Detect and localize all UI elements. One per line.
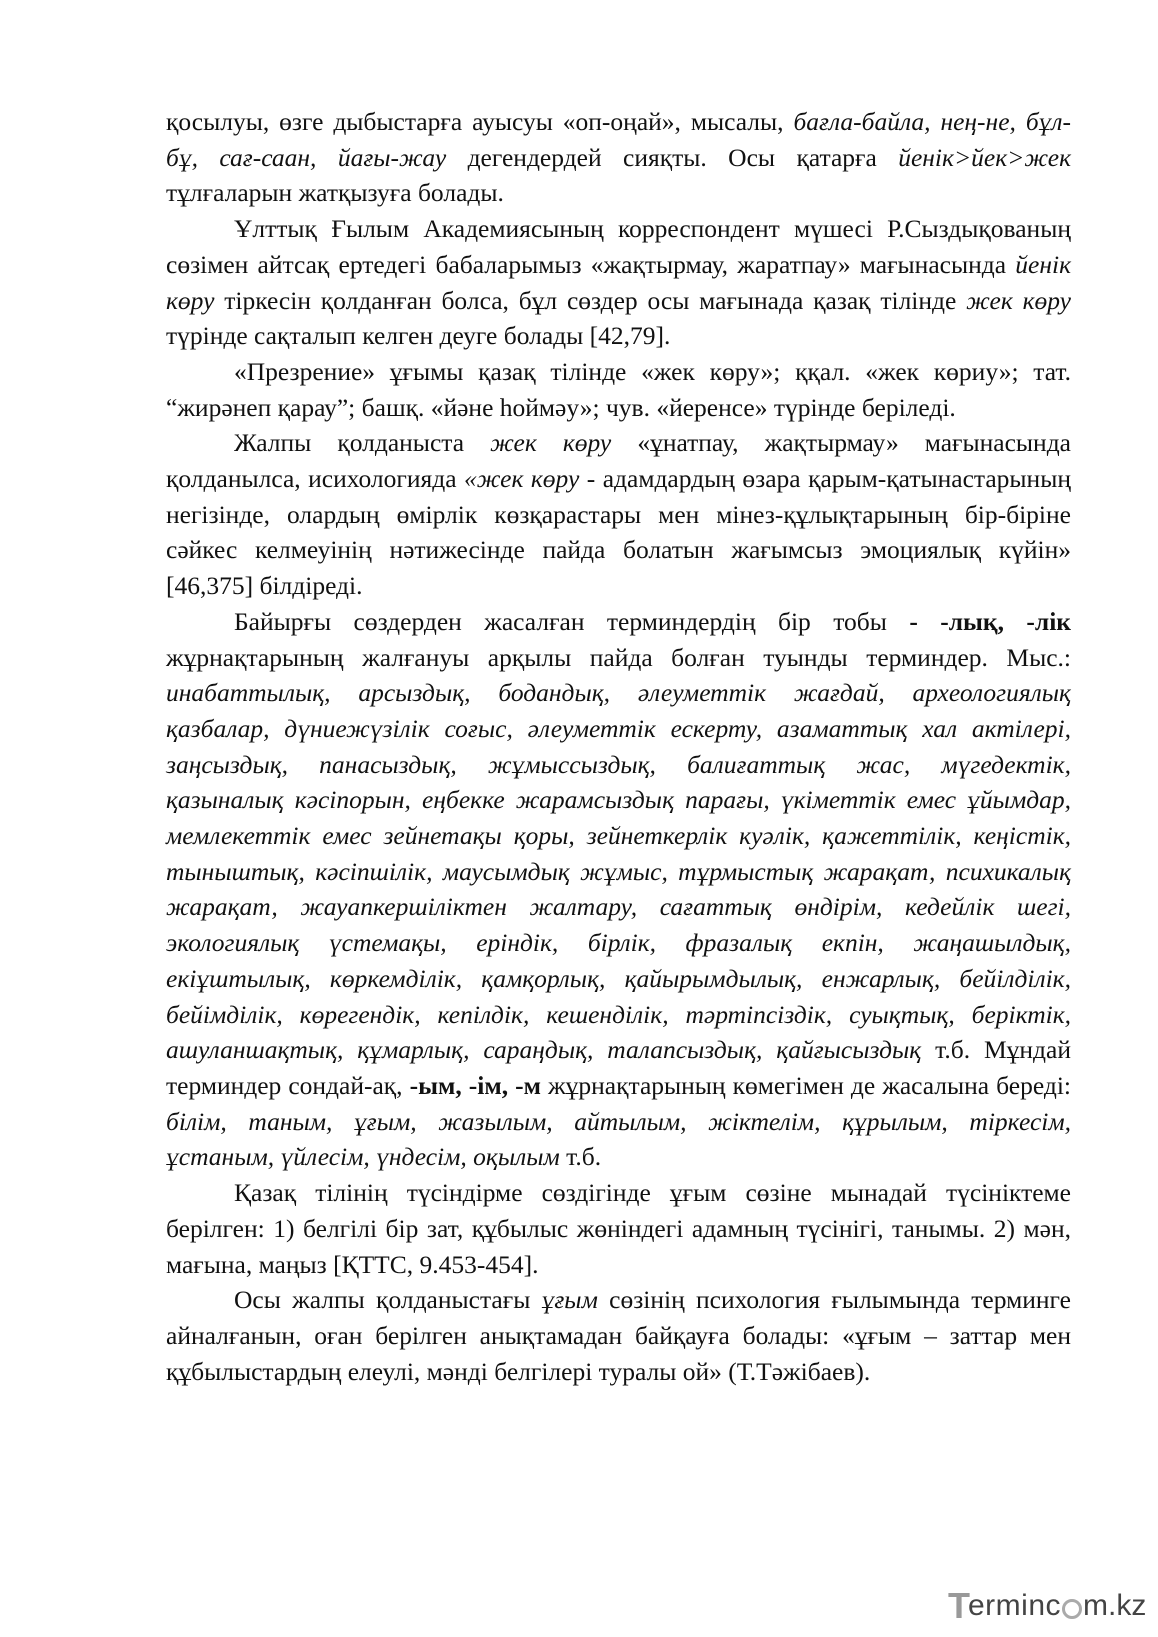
logo-letter-t: T bbox=[948, 1585, 970, 1626]
paragraph bbox=[166, 104, 1071, 211]
text-run: т.б. bbox=[559, 1142, 602, 1172]
text-run: тіркесін қолданған болса, бұл сөздер осы мағынада қазақ тілінде bbox=[214, 285, 967, 315]
text-run: - адамдардың өзара қарым-қатынастарының негізінде, олардың өмірлік көзқарастары мен мінез-құлықтарының бір-біріне сәйкес келмеуінің нәтижесінде пайда болатын жағымсыз эмоциялық күйін» [46,375] білдіреді. bbox=[166, 464, 1071, 601]
logo-ring-icon bbox=[1062, 1599, 1082, 1619]
paragraph bbox=[166, 425, 1071, 604]
text-run: Қазақ тілінің түсіндірме сөздігінде ұғым сөзіне мынадай түсініктеме берілген: 1) белгілі бір зат, құбылыс жөніндегі адамның түсінігі, танымы. 2) мән, мағына, маңыз [ҚТТС, 9.453-454]. bbox=[166, 1178, 1071, 1279]
text-run: Осы жалпы қолданыстағы bbox=[234, 1285, 542, 1315]
logo-text-part2: c bbox=[1045, 1589, 1062, 1622]
termincom-logo bbox=[948, 1586, 1146, 1626]
paragraph bbox=[166, 1175, 1071, 1282]
italic-text: жек көру bbox=[490, 428, 612, 458]
bold-text: - -лық, -лік bbox=[909, 606, 1071, 636]
document-body bbox=[166, 104, 1071, 1389]
paragraph bbox=[166, 604, 1071, 1175]
italic-text: ұғым bbox=[541, 1285, 598, 1315]
text-run: тұлғаларын жатқызуға болады. bbox=[166, 178, 504, 208]
italic-text: инабаттылық, арсыздық, бодандық, әлеуметтік жағдай, археологиялық қазбалар, дүниежүзілік соғыс, әлеуметтік ескерту, азаматтық хал актілері, заңсыздық, панасыздық, жұмыссыздық, балиғаттық жас, мүгедектік, қазыналық кәсіпорын, еңбекке жарамсыздық парағы, үкіметтік емес ұйымдар, мемлекеттік емес зейнетақы қоры, зейнеткерлік куәлік, қажеттілік, кеңістік, тыныштық, кәсіпшілік, маусымдық жұмыс, тұрмыстық жарақат, психикалық жарақат, жауапкершіліктен жалтару, сағаттық өндірім, кедейлік шегі, экологиялық үстемақы, еріндік, бірлік, фразалық екпін, жаңашылдық, екіұштылық, көркемділік, қамқорлық, қайырымдылық, енжарлық, бейілділік, бейімділік, көрегендік, кепілдік, кешенділік, тәртіпсіздік, суықтық, беріктік, ашуланшақтық, құмарлық, сараңдық, талапсыздық, қайғысыздық bbox=[166, 678, 1071, 1065]
paragraph bbox=[166, 211, 1071, 354]
italic-text: білім, таным, ұғым, жазылым, айтылым, жіктелім, құрылым, тіркесім, ұстаным, үйлесім, үндесім, оқылым bbox=[166, 1106, 1071, 1172]
italic-text: йенік көру bbox=[166, 249, 1071, 315]
text-run: қосылуы, өзге дыбыстарға ауысуы «оп-оңай», мысалы, bbox=[166, 107, 794, 136]
bold-text: -ым, -ім, -м bbox=[409, 1070, 541, 1100]
text-run: сөзінің психология ғылымында терминге айналғанын, оған берілген анықтамадан байқауға болады: «ұғым – заттар мен құбылыстардың елеулі, мәнді белгілері туралы ой» (Т.Тәжібаев). bbox=[166, 1285, 1071, 1386]
logo-text-part1: ermin bbox=[968, 1589, 1046, 1622]
logo-text-part3: m.kz bbox=[1083, 1589, 1147, 1622]
text-run: Ұлттық Ғылым Академиясының корреспондент мүшесі Р.Сыздықованың сөзімен айтсақ ертедегі бабаларымыз «жақтырмау, жаратпау» мағынасында bbox=[166, 214, 1071, 279]
italic-text: бағла-байла, нең-не, бұл-бұ, сағ-саан, йағы-жау bbox=[166, 107, 1072, 172]
italic-text: йенік>йек>жек bbox=[898, 142, 1071, 172]
text-run: «ұнатпау, жақтырмау» мағынасында қолданылса, исихологияда bbox=[166, 428, 1071, 494]
text-run: Жалпы қолданыста bbox=[234, 428, 491, 458]
paragraph bbox=[166, 1282, 1071, 1389]
italic-text: жек көру bbox=[966, 285, 1071, 315]
paragraph bbox=[166, 354, 1071, 425]
italic-text: «жек көру bbox=[464, 464, 580, 494]
text-run: жұрнақтарының жалғануы арқылы пайда болған туынды терминдер. Мыс.: bbox=[166, 642, 1071, 672]
text-run: Байырғы сөздерден жасалған терминдердің бір тобы bbox=[234, 606, 910, 636]
text-run: түрінде сақталып келген деуге болады [42,79]. bbox=[166, 321, 671, 351]
text-run: «Презрение» ұғымы қазақ тілінде «жек көру»; ққал. «жек көриу»; тат. “жирәнеп қарау”; башқ. «йәне һоймәу»; чув. «йеренсе» түрінде беріледі. bbox=[166, 356, 1071, 422]
text-run: дегендердей сияқты. Осы қатарға bbox=[446, 142, 899, 172]
text-run: т.б. Мұндай терминдер сондай-ақ, bbox=[166, 1035, 1072, 1100]
text-run: жұрнақтарының көмегімен де жасалына береді: bbox=[540, 1070, 1071, 1100]
